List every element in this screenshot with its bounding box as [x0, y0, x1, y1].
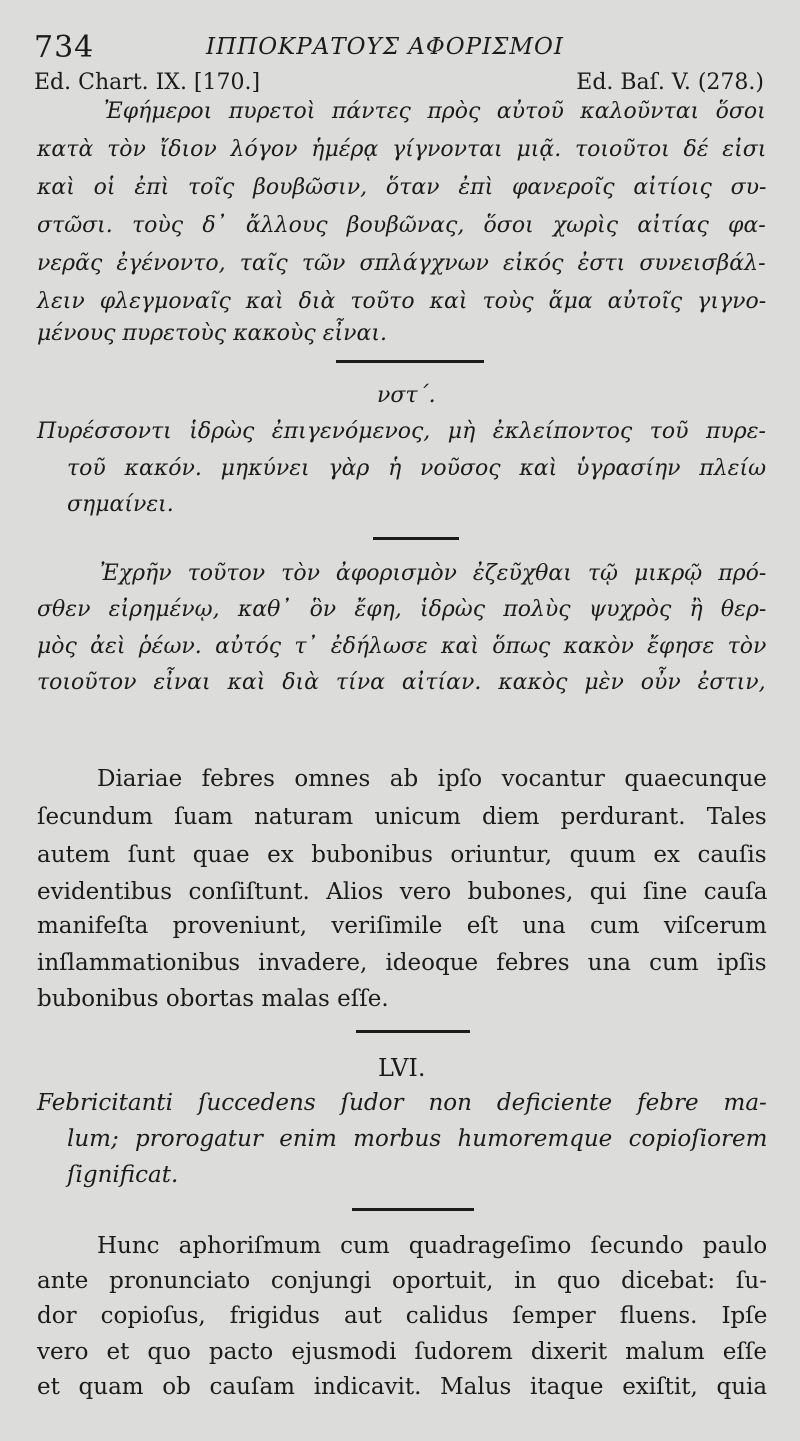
running-title: ΙΠΠΟΚΡΑΤΟΥΣ ΑΦΟΡΙΣΜΟΙ — [206, 34, 564, 60]
text-line: τοιοῦτον εἶναι καὶ διὰ τίνα αἰτίαν. κακὸς μὲν οὖν ἐστιν, — [37, 670, 766, 695]
text-line: Ἐφήμεροι πυρετοὶ πάντες πρὸς αὐτοῦ καλοῦνται ὅσοι — [104, 99, 766, 124]
text-line: ante pronunciato conjungi oportuit, in quo dicebat: ſu- — [37, 1268, 768, 1294]
text-line: νερᾶς ἐγένοντο, ταῖς τῶν σπλάγχνων εἰκός ἐστι συνεισβάλ- — [37, 251, 766, 276]
text-line: ſignificat. — [67, 1162, 179, 1188]
edition-reference-left: Ed. Chart. IX. [170.] — [34, 70, 261, 95]
text-line: μένους πυρετοὺς κακοὺς εἶναι. — [37, 321, 388, 346]
text-line: bubonibus obortas malas eſſe. — [37, 986, 389, 1012]
section-divider — [352, 1208, 474, 1211]
text-line: σημαίνει. — [67, 492, 174, 517]
text-line: evidentibus conſiſtunt. Alios vero bubones, qui ſine cauſa — [37, 879, 768, 905]
text-line: Diariae febres omnes ab ipſo vocantur quaecunque — [97, 766, 767, 792]
section-divider — [373, 537, 459, 540]
text-line: vero et quo pacto ejusmodi ſudorem dixerit malum eſſe — [37, 1339, 767, 1365]
text-line: autem ſunt quae ex bubonibus oriuntur, quum ex cauſis — [37, 842, 767, 868]
section-divider — [336, 360, 484, 363]
text-line: dor copioſus, frigidus aut calidus ſemper fluens. Ipſe — [37, 1303, 768, 1329]
section-divider — [356, 1030, 470, 1033]
text-line: ſecundum ſuam naturam unicum diem perdurant. Tales — [37, 804, 767, 830]
aphorism-number-latin: LVI. — [378, 1054, 426, 1082]
text-line: inſlammationibus invadere, ideoque febres una cum ipſis — [37, 950, 767, 976]
text-line: κατὰ τὸν ἴδιον λόγον ἡμέρᾳ γίγνονται μιᾷ. τοιοῦτοι δέ εἰσι — [37, 137, 767, 162]
page-header — [34, 30, 766, 70]
edition-reference-right: Ed. Baſ. V. (278.) — [576, 70, 764, 95]
text-line: Hunc aphoriſmum cum quadrageſimo ſecundo paulo — [97, 1233, 768, 1259]
text-line: Πυρέσσοντι ἱδρὼς ἐπιγενόμενος, μὴ ἐκλείποντος τοῦ πυρε- — [37, 419, 766, 444]
text-line: et quam ob cauſam indicavit. Malus itaque exiſtit, quia — [37, 1374, 768, 1400]
aphorism-number-greek: νστ΄. — [377, 383, 436, 408]
text-line: Ἐχρῆν τοῦτον τὸν ἀφορισμὸν ἐζεῦχθαι τῷ μικρῷ πρό- — [100, 561, 767, 586]
text-line: στῶσι. τοὺς δ᾽ ἄλλους βουβῶνας, ὅσοι χωρὶς αἰτίας φα- — [37, 213, 766, 238]
text-line: lum; prorogatur enim morbus humoremque copioſiorem — [67, 1126, 768, 1152]
page-number: 734 — [34, 30, 95, 65]
text-line: Febricitanti ſuccedens ſudor non deficiente febre ma- — [37, 1090, 767, 1116]
text-line: σθεν εἰρημένῳ, καθ᾽ ὃν ἔφη, ἱδρὼς πολὺς ψυχρὸς ἢ θερ- — [37, 597, 767, 622]
text-line: καὶ οἱ ἐπὶ τοῖς βουβῶσιν, ὅταν ἐπὶ φανεροῖς αἰτίοις συ- — [37, 175, 767, 200]
text-line: λειν φλεγμοναῖς καὶ διὰ τοῦτο καὶ τοὺς ἅμα αὐτοῖς γιγνο- — [37, 289, 767, 314]
text-line: τοῦ κακόν. μηκύνει γὰρ ἡ νοῦσος καὶ ὑγρασίην πλείω — [67, 456, 767, 481]
text-line: μὸς ἀεὶ ῥέων. αὐτός τ᾽ ἐδήλωσε καὶ ὅπως κακὸν ἔφησε τὸν — [37, 634, 767, 659]
text-line: manifeſta proveniunt, veriſimile eſt una cum viſcerum — [37, 913, 767, 939]
